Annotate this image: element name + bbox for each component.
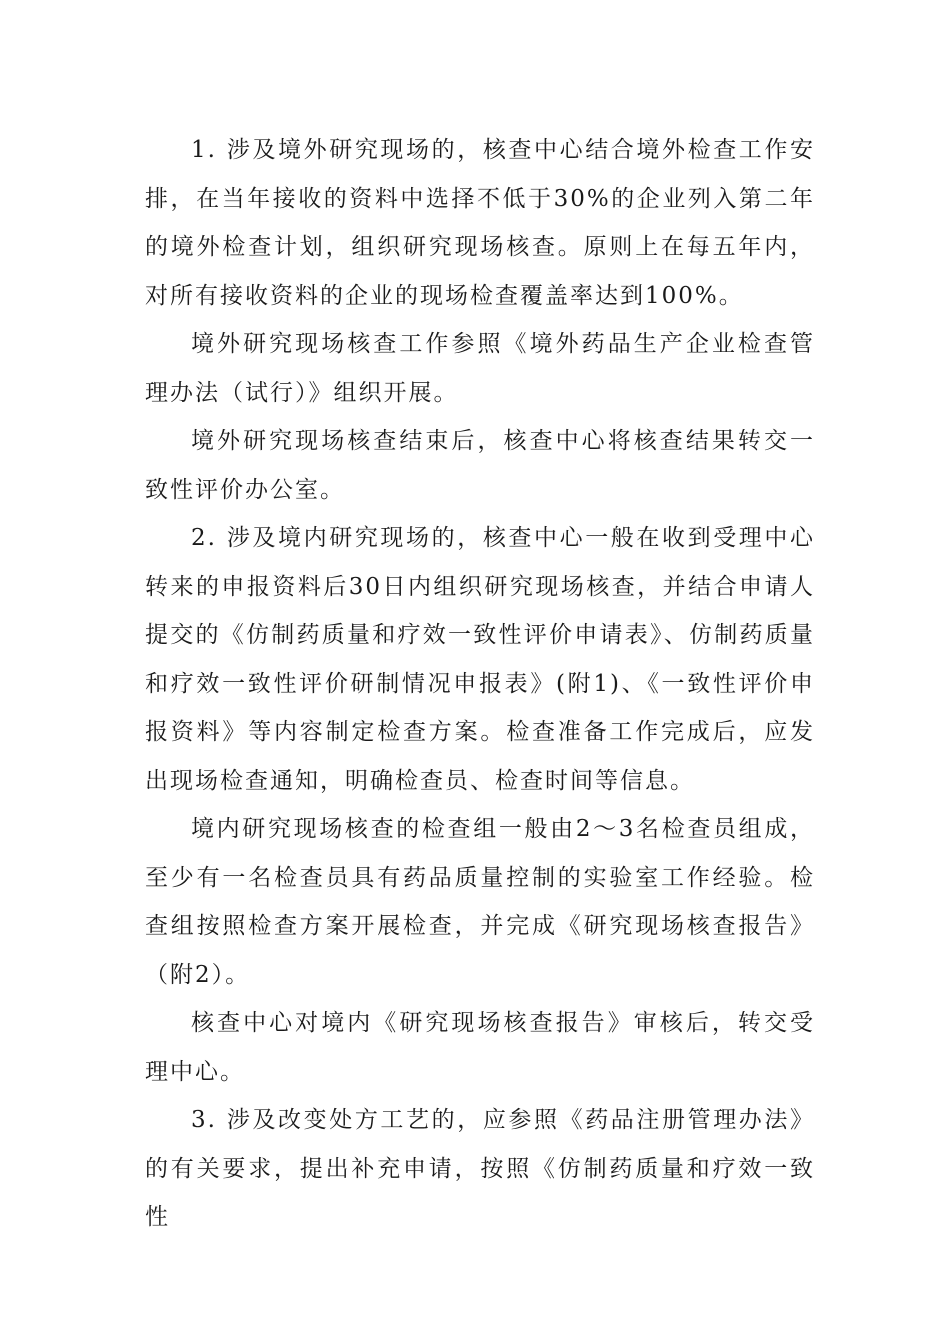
paragraph-inspection-team: 境内研究现场核查的检查组一般由2～3名检查员组成，至少有一名检查员具有药品质量控制的实验室工作经验。检查组按照检查方案开展检查，并完成《研究现场核查报告》（附2）。 <box>145 816 815 988</box>
paragraph-overseas-reference: 境外研究现场核查工作参照《境外药品生产企业检查管理办法（试行）》组织开展。 <box>145 331 815 406</box>
paragraph-domestic-inspection: 2. 涉及境内研究现场的，核查中心一般在收到受理中心转来的申报资料后30日内组织研究现场核查，并结合申请人提交的《仿制药质量和疗效一致性评价申请表》、仿制药质量和疗效一致性评价研制情况申报表》(附1)、《一致性评价申报资料》等内容制定检查方案。检查准备工作完成后，应发出现场检查通知，明确检查员、检查时间等信息。 <box>145 525 815 794</box>
paragraph-report-review: 核查中心对境内《研究现场核查报告》审核后，转交受理中心。 <box>145 1010 815 1085</box>
document-body <box>145 126 815 1242</box>
paragraph-process-change: 3. 涉及改变处方工艺的，应参照《药品注册管理办法》的有关要求，提出补充申请，按照《仿制药质量和疗效一致性 <box>145 1107 815 1230</box>
paragraph-overseas-result: 境外研究现场核查结束后，核查中心将核查结果转交一致性评价办公室。 <box>145 428 815 503</box>
paragraph-overseas-inspection: 1. 涉及境外研究现场的，核查中心结合境外检查工作安排，在当年接收的资料中选择不低于30%的企业列入第二年的境外检查计划，组织研究现场核查。原则上在每五年内，对所有接收资料的企业的现场检查覆盖率达到100%。 <box>145 137 815 309</box>
